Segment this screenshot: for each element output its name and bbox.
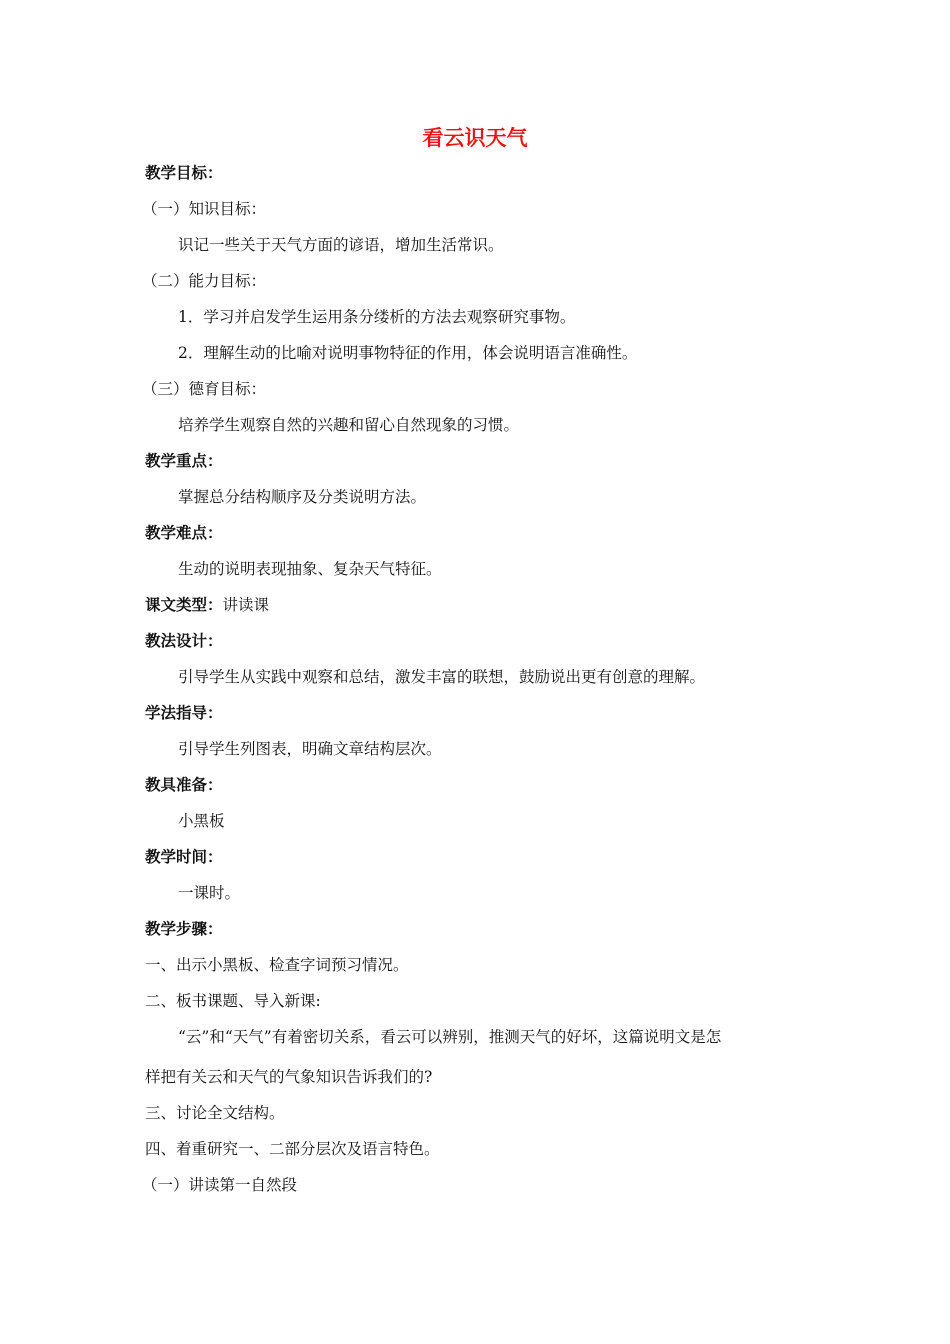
text-teaching-method: 引导学生从实践中观察和总结，激发丰富的联想，鼓励说出更有创意的理解。: [178, 668, 706, 686]
text-time: 一课时。: [178, 884, 241, 902]
text-learning-guidance: 引导学生列图表，明确文章结构层次。: [178, 740, 442, 758]
step-2: 二、板书课题、导入新课:: [145, 992, 321, 1010]
text-materials: 小黑板: [178, 812, 225, 830]
step-1: 一、出示小黑板、检查字词预习情况。: [145, 956, 409, 974]
heading-teaching-method: 教法设计：: [145, 632, 223, 650]
document-title: 看云识天气: [422, 126, 528, 150]
label-ability-objective: （二）能力目标：: [142, 272, 267, 290]
heading-learning-guidance: 学法指导：: [145, 704, 223, 722]
text-ability-item-2: 2．理解生动的比喻对说明事物特征的作用，体会说明语言准确性。: [178, 344, 638, 362]
step-4-sub-1: （一）讲读第一自然段: [142, 1176, 298, 1194]
lesson-type-row: [145, 594, 269, 616]
step-2-text-line-1: “云”和“天气”有着密切关系，看云可以辨别，推测天气的好坏，这篇说明文是怎: [178, 1028, 722, 1046]
heading-steps: 教学步骤：: [145, 920, 223, 938]
text-moral-objective: 培养学生观察自然的兴趣和留心自然现象的习惯。: [178, 416, 520, 434]
text-ability-item-1: 1．学习并启发学生运用条分缕析的方法去观察研究事物。: [178, 308, 576, 326]
heading-difficulties: 教学难点：: [145, 524, 223, 542]
text-lesson-type: 讲读课: [222, 596, 270, 614]
step-3: 三、讨论全文结构。: [145, 1104, 285, 1122]
text-difficulties: 生动的说明表现抽象、复杂天气特征。: [178, 560, 442, 578]
step-4: 四、着重研究一、二部分层次及语言特色。: [145, 1140, 440, 1158]
label-knowledge-objective: （一）知识目标：: [142, 200, 267, 218]
label-moral-objective: （三）德育目标：: [142, 380, 267, 398]
heading-time: 教学时间：: [145, 848, 223, 866]
heading-lesson-type: 课文类型：: [145, 596, 223, 614]
text-knowledge-objective: 识记一些关于天气方面的谚语，增加生活常识。: [178, 236, 504, 254]
step-2-text-line-2: 样把有关云和天气的气象知识告诉我们的?: [145, 1068, 433, 1086]
text-key-points: 掌握总分结构顺序及分类说明方法。: [178, 488, 427, 506]
heading-materials: 教具准备：: [145, 776, 223, 794]
heading-objectives: 教学目标：: [145, 164, 223, 182]
heading-key-points: 教学重点：: [145, 452, 223, 470]
